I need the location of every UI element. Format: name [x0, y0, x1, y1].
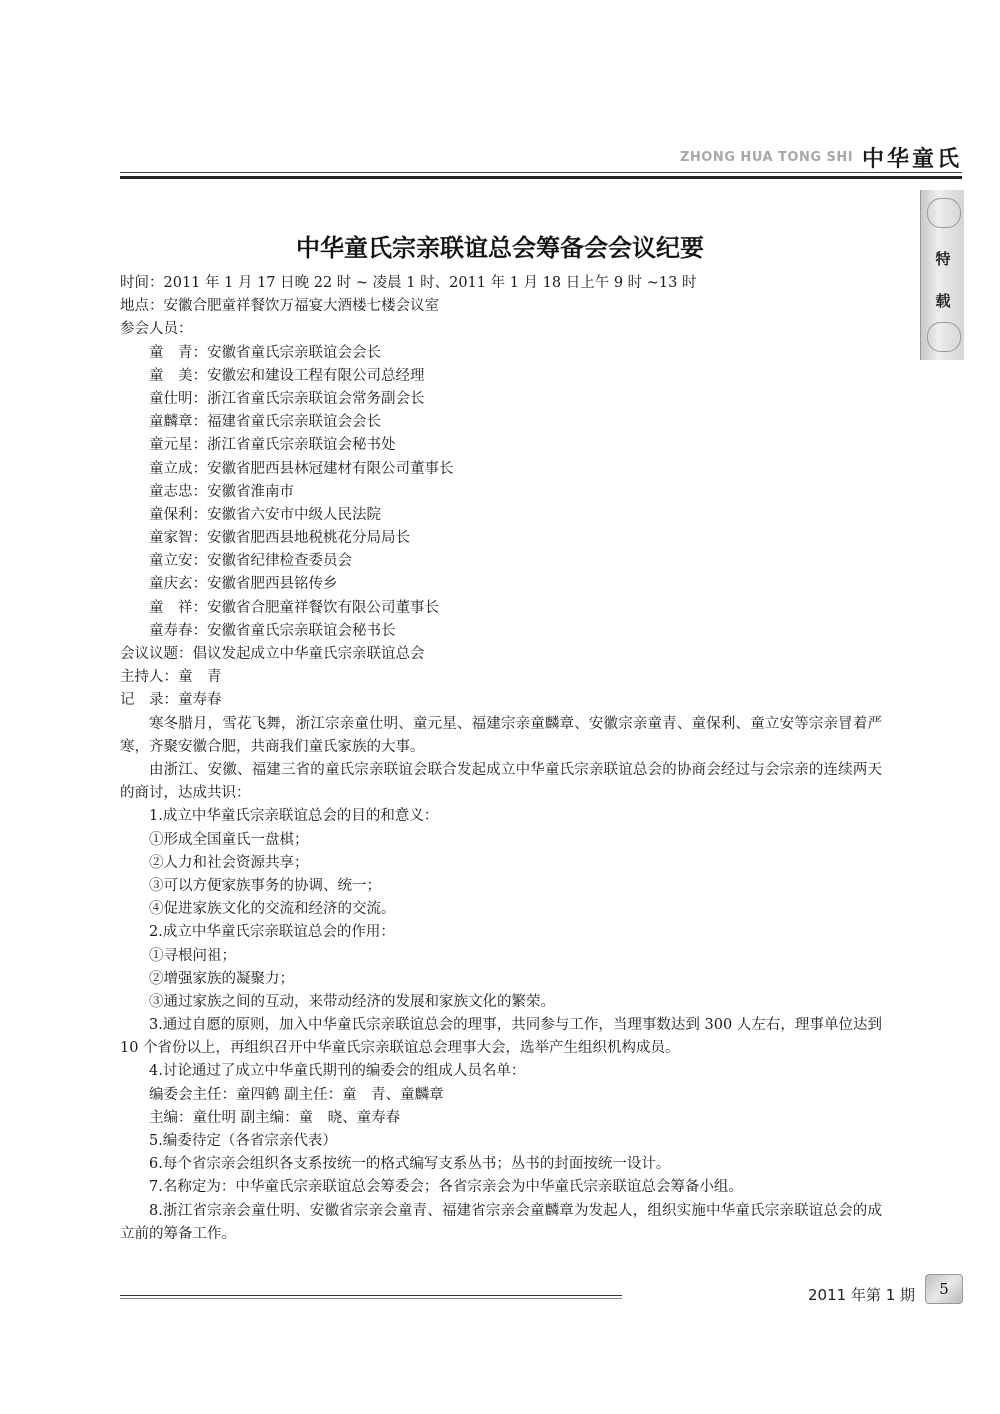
attendees-label: 参会人员：: [120, 321, 193, 338]
attendee-item: 童寿春：安徽省童氏宗亲联谊会秘书长: [149, 622, 396, 639]
sub-item: ③可以方便家族事务的协调、统一；: [149, 877, 381, 894]
attendee-item: 童 美：安徽宏和建设工程有限公司总经理: [149, 367, 425, 384]
attendee-item: 童家智：安徽省肥西县地税桃花分局局长: [149, 530, 410, 547]
article-title: 中华童氏宗亲联谊总会筹备会会议纪要: [296, 234, 704, 262]
list-item: 5.编委待定（各省宗亲代表）: [149, 1133, 337, 1150]
list-item: 3.通过自愿的原则，加入中华童氏宗亲联谊总会的理事，共同参与工作，当理事数达到 300 人左右，理事单位达到 10 个省份以上，再组织召开中华童氏宗亲联谊总会理事大会，选举产生组织机构成员。: [120, 1017, 882, 1057]
list-item: 1.成立中华童氏宗亲联谊总会的目的和意义：: [149, 808, 439, 825]
header-english: ZHONG HUA TONG SHI: [680, 150, 854, 165]
paragraph: 由浙江、安徽、福建三省的童氏宗亲联谊会联合发起成立中华童氏宗亲联谊总会的协商会经过与会宗亲的连续两天的商讨，达成共识：: [120, 761, 882, 802]
ornament-icon: [927, 198, 961, 228]
list-item: 7.名称定为：中华童氏宗亲联谊总会筹委会；各省宗亲会为中华童氏宗亲联谊总会筹备小组。: [149, 1179, 743, 1196]
ornament-icon: [927, 322, 961, 352]
editorial-deputy-editor: 副主编：童 晓、童寿春: [240, 1109, 401, 1126]
editorial-editor: 主编：童仕明: [149, 1109, 236, 1126]
list-item: 2.成立中华童氏宗亲联谊总会的作用：: [149, 924, 395, 941]
footer-rule: [120, 1298, 622, 1299]
attendee-list: [120, 342, 882, 643]
attendee-item: 童仕明：浙江省童氏宗亲联谊会常务副会长: [149, 390, 425, 407]
sub-item: ②人力和社会资源共享；: [149, 854, 309, 871]
section-tab-char-1: 特: [935, 250, 951, 268]
meeting-recorder: 记 录：童寿春: [120, 692, 222, 709]
footer-rule: [120, 1295, 622, 1296]
sub-item: ①寻根问祖；: [149, 947, 236, 964]
attendee-item: 童 青：安徽省童氏宗亲联谊会会长: [149, 344, 381, 361]
header-rule: [120, 172, 962, 173]
page-number: 5: [925, 1274, 963, 1304]
section-tab: [920, 190, 964, 360]
editorial-row: [120, 1107, 882, 1130]
meeting-place: 地点：安徽合肥童祥餐饮万福宴大酒楼七楼会议室: [120, 298, 439, 315]
issue-label: 2011 年第 1 期: [808, 1286, 916, 1304]
list-item: 6.每个省宗亲会组织各支系按统一的格式编写支系丛书；丛书的封面按统一设计。: [149, 1156, 671, 1173]
editorial-deputy: 副主任：童 青、童麟章: [284, 1086, 444, 1103]
attendee-item: 童 祥：安徽省合肥童祥餐饮有限公司董事长: [149, 599, 439, 616]
attendee-item: 童庆玄：安徽省肥西县铭传乡: [149, 576, 338, 593]
sub-item: ①形成全国童氏一盘棋；: [149, 831, 309, 848]
sub-item: ④促进家族文化的交流和经济的交流。: [149, 901, 396, 918]
attendee-item: 童麟章：福建省童氏宗亲联谊会会长: [149, 414, 381, 431]
attendee-item: 童元星：浙江省童氏宗亲联谊会秘书处: [149, 437, 396, 454]
header-rule-thick: [120, 176, 962, 179]
meeting-topic: 会议议题：倡议发起成立中华童氏宗亲联谊总会: [120, 646, 425, 662]
sub-item: ③通过家族之间的互动，来带动经济的发展和家族文化的繁荣。: [149, 993, 555, 1010]
section-tab-char-2: 载: [935, 292, 951, 310]
attendee-item: 童保利：安徽省六安市中级人民法院: [149, 506, 381, 523]
editorial-row: [120, 1084, 882, 1107]
list-item: 4.讨论通过了成立中华童氏期刊的编委会的组成人员名单：: [149, 1063, 526, 1080]
paragraph: 寒冬腊月，雪花飞舞，浙江宗亲童仕明、童元星、福建宗亲童麟章、安徽宗亲童青、童保利、童立安等宗亲冒着严寒，齐聚安徽合肥，共商我们童氏家族的大事。: [120, 715, 882, 755]
article-body: [120, 272, 882, 1246]
attendee-item: 童立安：安徽省纪律检查委员会: [149, 553, 352, 570]
sub-item: ②增强家族的凝聚力；: [149, 970, 294, 987]
header-chinese: 中华童氏: [862, 146, 963, 172]
attendee-item: 童志忠：安徽省淮南市: [149, 483, 294, 500]
attendee-item: 童立成：安徽省肥西县林冠建材有限公司董事长: [149, 460, 454, 477]
editorial-chief: 编委会主任：童四鹤: [149, 1086, 280, 1103]
list-item: 8.浙江省宗亲会童仕明、安徽省宗亲会童青、福建省宗亲会童麟章为发起人，组织实施中华童氏宗亲联谊总会的成立前的筹备工作。: [120, 1202, 882, 1242]
meeting-host: 主持人：童 青: [120, 669, 222, 686]
meeting-time: 时间：2011 年 1 月 17 日晚 22 时 ~ 凌晨 1 时、2011 年 1 月 18 日上午 9 时 ~13 时: [120, 275, 697, 291]
